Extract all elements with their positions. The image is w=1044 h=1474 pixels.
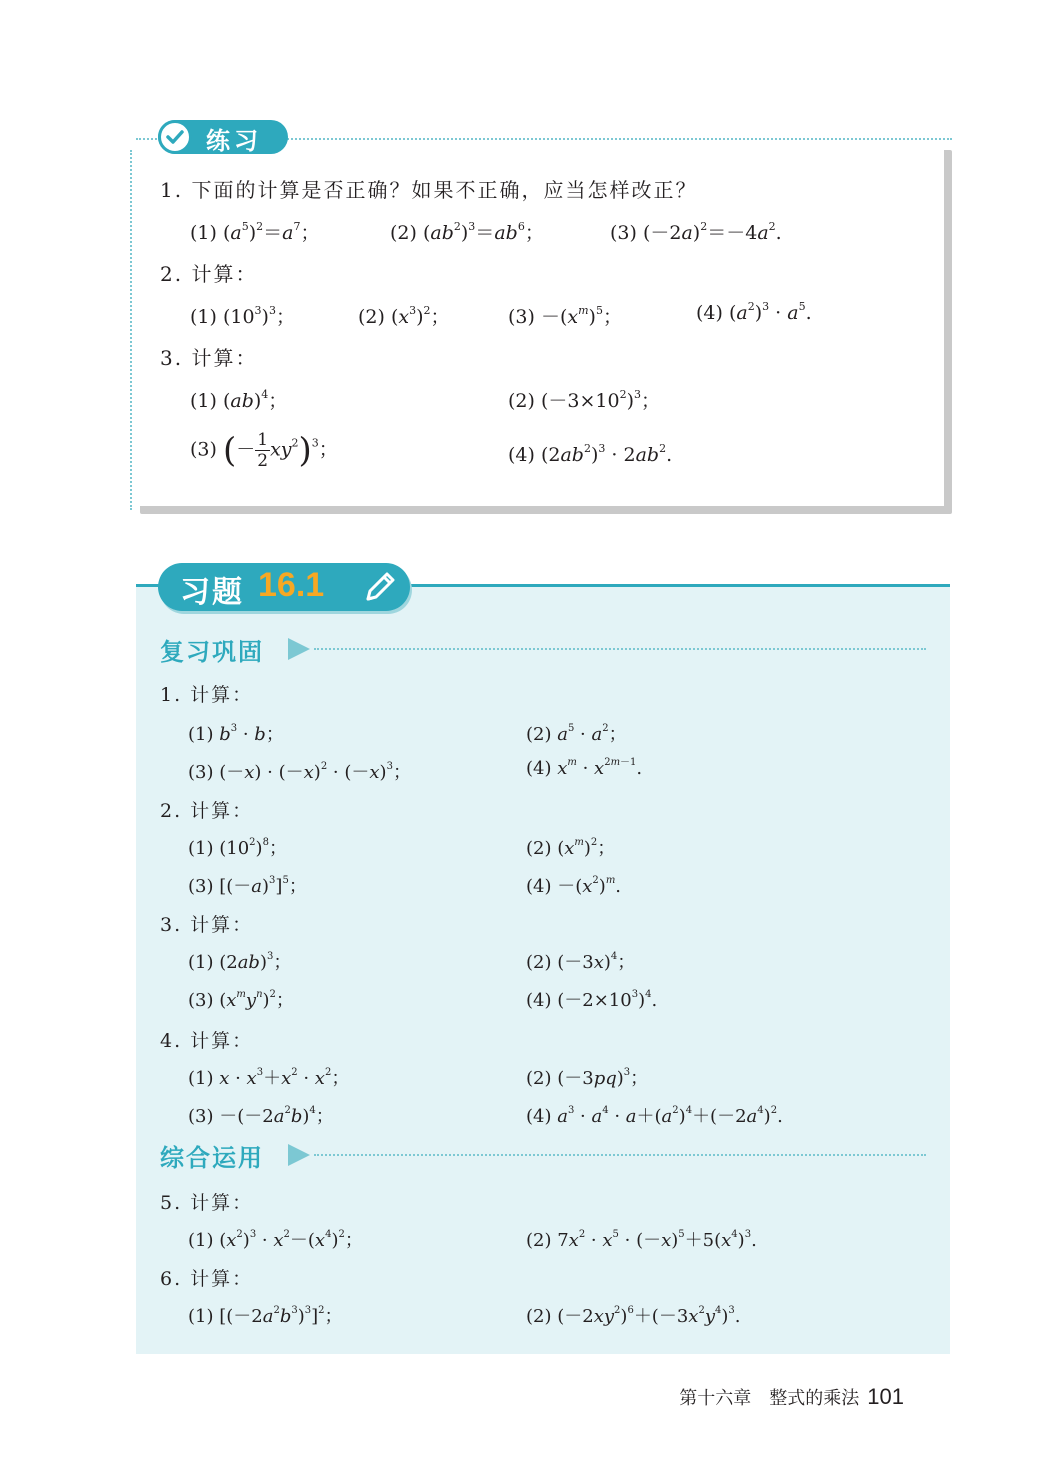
practice-q2-item-2: (2) $(x^3)^2$； xyxy=(358,304,450,328)
practice-q1-item-2: (2) $(ab^2)^3=ab^6$； xyxy=(390,220,544,244)
exercise-q4-item-3: $(3) -(-2a^2b)^4$； xyxy=(188,1105,334,1127)
exercise-q3-item-2: (2) $(-3x)^4$； xyxy=(526,951,636,973)
exercise-tab xyxy=(158,563,410,611)
pencil-icon xyxy=(362,569,398,605)
practice-q2-title: 2. 计算： xyxy=(160,262,258,286)
exercise-q6-title: 6. 计算： xyxy=(160,1268,254,1290)
exercise-q2-item-4: $(4) -(x^2)^m$. xyxy=(526,875,622,897)
footer-chapter: 第十六章 整式的乘法 xyxy=(679,1388,860,1409)
exercise-q3-item-4: (4) $(-2\times 10^3)^4$. xyxy=(526,989,658,1011)
section-application-dots xyxy=(314,1154,926,1156)
exercise-q5-title: 5. 计算： xyxy=(160,1192,254,1214)
exercise-q4-item-1: (1) $x \cdot x^3+x^2 \cdot x^2$； xyxy=(188,1067,350,1089)
section-application-arrow-icon xyxy=(288,1144,310,1166)
practice-q3-item-2: (2) $(-3\times 10^2)^3$； xyxy=(508,388,660,412)
page-footer xyxy=(679,1384,904,1410)
exercise-q1-item-2: (2) $a^5 \cdot a^2$； xyxy=(526,723,627,745)
exercise-q5-item-1: (1) $(x^2)^3 \cdot x^2-(x^4)^2$； xyxy=(188,1229,363,1251)
exercise-q1-item-1: (1) $b^3 \cdot b$； xyxy=(188,723,284,745)
practice-tab-label: 练习 xyxy=(206,127,262,155)
exercise-q4-item-4: (4) $a^3 \cdot a^4 \cdot a+(a^2)^4+(-2a^4)^2$. xyxy=(526,1105,783,1127)
practice-q3-item-3: (3) (－ $\frac{1}{2}$ $xy^2)^3$； xyxy=(190,430,338,471)
page-number: 101 xyxy=(867,1384,904,1409)
fraction-one-half: $\frac{1}{2}$ xyxy=(257,430,269,471)
practice-dotted-border-left xyxy=(130,150,132,510)
exercise-q6-item-1: (1) $[(-2a^2b^3)^3]^2$； xyxy=(188,1305,343,1327)
practice-q1-item-3: (3) $(-2a)^2=-4a^2$. xyxy=(610,220,782,244)
exercise-q3-item-1: (1) $(2ab)^3$； xyxy=(188,951,292,973)
section-review-arrow-icon xyxy=(288,638,310,660)
practice-q2-item-3: $(3) -(x^m)^5$； xyxy=(508,304,622,328)
practice-tab xyxy=(158,120,288,154)
practice-q3-item-1: (1) (ab)$^4$； xyxy=(190,388,288,412)
exercise-q6-item-2: (2) $(-2xy^2)^6+(-3x^2y^4)^3$. xyxy=(526,1305,741,1327)
practice-q2-item-1: (1) $(10^3)^3$； xyxy=(190,304,295,328)
exercise-q4-title: 4. 计算： xyxy=(160,1030,254,1052)
practice-q1-item-1: (1) $(a^5)^2=a^7$； xyxy=(190,220,320,244)
exercise-tab-label: 习题 xyxy=(180,575,244,610)
section-review-dots xyxy=(314,648,926,650)
exercise-tab-number: 16.1 xyxy=(258,566,325,604)
exercise-q2-title: 2. 计算： xyxy=(160,800,254,822)
exercise-q3-item-3: (3) $(x^my^n)^2$； xyxy=(188,989,294,1011)
exercise-q1-item-3: (3) $(-x) \cdot (-x)^2 \cdot (-x)^3$； xyxy=(188,761,411,783)
section-application-heading: 综合运用 xyxy=(160,1144,264,1172)
exercise-q5-item-2: (2) $7x^2 \cdot x^5 \cdot (-x)^5+5(x^4)^3$. xyxy=(526,1229,757,1251)
exercise-q3-title: 3. 计算： xyxy=(160,914,254,936)
exercise-q2-item-3: (3) $[(-a)^3]^5$； xyxy=(188,875,307,897)
practice-q3-title: 3. 计算： xyxy=(160,346,258,370)
practice-q1-title: 1. 下面的计算是否正确？如果不正确，应当怎样改正？ xyxy=(160,178,698,202)
practice-q2-item-4: (4) $(a^2)^3 \cdot a^5$. xyxy=(696,300,812,324)
exercise-q1-title: 1. 计算： xyxy=(160,684,254,706)
exercise-q4-item-2: (2) $(-3pq)^3$； xyxy=(526,1067,649,1089)
practice-q3-item-4: (4) $(2ab^2)^3 \cdot 2ab^2$. xyxy=(508,442,673,466)
exercise-q2-item-2: (2) $(x^m)^2$； xyxy=(526,837,616,859)
section-review-heading: 复习巩固 xyxy=(160,638,264,666)
practice-check-icon xyxy=(158,120,192,154)
exercise-q2-item-1: (1) $(10^2)^8$； xyxy=(188,837,287,859)
exercise-q1-item-4: (4) $x^m \cdot x^{2m-1}$. xyxy=(526,757,643,779)
